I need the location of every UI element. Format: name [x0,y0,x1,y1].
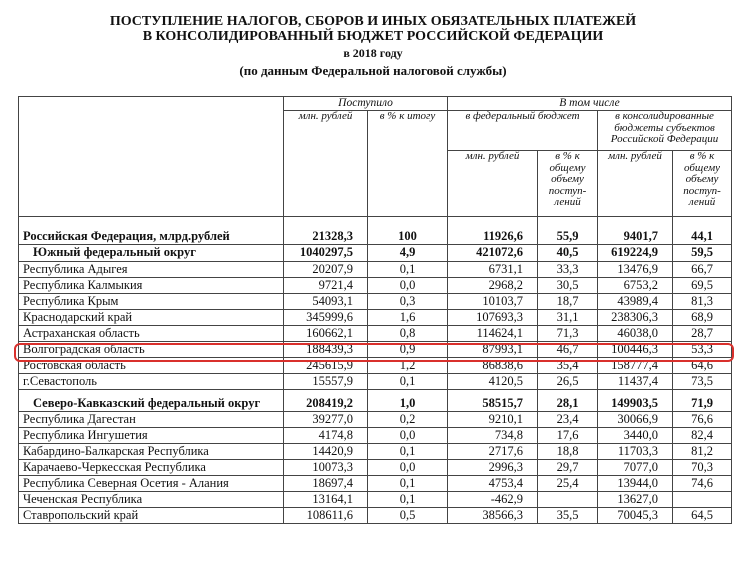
cell-reg-pct: 81,3 [673,294,732,310]
cell-fed: 2968,2 [448,278,538,294]
cell-reg-pct [673,492,732,508]
cell-pct: 100 [368,217,448,245]
cell-pct: 1,6 [368,310,448,326]
header-fed-pct: в % к общему объему поступ-лений [538,151,598,217]
cell-pct: 0,1 [368,262,448,278]
cell-reg-pct: 74,6 [673,476,732,492]
cell-reg-pct: 71,9 [673,390,732,412]
cell-reg: 9401,7 [598,217,673,245]
row-name: Ростовская область [19,358,284,374]
cell-received: 208419,2 [284,390,368,412]
doc-title-line1: ПОСТУПЛЕНИЕ НАЛОГОВ, СБОРОВ И ИНЫХ ОБЯЗАТЕЛЬНЫХ ПЛАТЕЖЕЙ [109,14,637,29]
cell-fed: 421072,6 [448,245,538,262]
cell-reg-pct: 73,5 [673,374,732,390]
cell-pct: 0,0 [368,428,448,444]
table-row [19,342,732,358]
cell-fed: 4120,5 [448,374,538,390]
header-pct-total: в % к итогу [368,111,448,217]
cell-received: 20207,9 [284,262,368,278]
cell-received: 108611,6 [284,508,368,524]
cell-reg: 13944,0 [598,476,673,492]
doc-title-year: в 2018 году [343,46,403,60]
table-row [19,310,732,326]
cell-fed-pct: 55,9 [538,217,598,245]
cell-fed-pct: 35,5 [538,508,598,524]
row-name: Чеченская Республика [19,492,284,508]
tax-table [18,96,732,524]
cell-reg: 11437,4 [598,374,673,390]
cell-pct: 0,1 [368,476,448,492]
header-mln-rub: млн. рублей [284,111,368,217]
cell-reg-pct: 44,1 [673,217,732,245]
cell-reg-pct: 82,4 [673,428,732,444]
row-name: Ставропольский край [19,508,284,524]
cell-received: 21328,3 [284,217,368,245]
cell-fed-pct: 25,4 [538,476,598,492]
cell-pct: 0,0 [368,278,448,294]
cell-received: 1040297,5 [284,245,368,262]
cell-fed-pct: 18,8 [538,444,598,460]
cell-fed: -462,9 [448,492,538,508]
header-including: В том числе [448,97,732,111]
row-name: Южный федеральный округ [19,245,284,262]
cell-fed-pct: 30,5 [538,278,598,294]
cell-pct: 0,3 [368,294,448,310]
cell-fed: 9210,1 [448,412,538,428]
cell-reg: 619224,9 [598,245,673,262]
cell-reg-pct: 69,5 [673,278,732,294]
row-name: Республика Адыгея [19,262,284,278]
cell-reg-pct: 59,5 [673,245,732,262]
cell-pct: 0,9 [368,342,448,358]
row-name: Республика Северная Осетия - Алания [19,476,284,492]
cell-reg: 13627,0 [598,492,673,508]
cell-fed: 4753,4 [448,476,538,492]
cell-fed-pct: 28,1 [538,390,598,412]
cell-received: 15557,9 [284,374,368,390]
cell-received: 345999,6 [284,310,368,326]
cell-reg: 7077,0 [598,460,673,476]
table-row [19,294,732,310]
row-name: Краснодарский край [19,310,284,326]
row-name: Республика Крым [19,294,284,310]
cell-pct: 0,1 [368,374,448,390]
cell-reg: 46038,0 [598,326,673,342]
table-row [19,412,732,428]
cell-pct: 0,2 [368,412,448,428]
table-row [19,428,732,444]
row-name: Российская Федерация, млрд.рублей [19,217,284,245]
row-name: Карачаево-Черкесская Республика [19,460,284,476]
doc-title-source: (по данным Федеральной налоговой службы) [239,63,507,78]
cell-received: 39277,0 [284,412,368,428]
cell-fed-pct: 26,5 [538,374,598,390]
header-federal-budget: в федеральный бюджет [448,111,598,151]
cell-fed-pct: 18,7 [538,294,598,310]
table-row [19,508,732,524]
header-empty [19,97,284,217]
cell-reg: 149903,5 [598,390,673,412]
row-name: Астраханская область [19,326,284,342]
row-name: Республика Ингушетия [19,428,284,444]
cell-reg-pct: 70,3 [673,460,732,476]
cell-pct: 0,5 [368,508,448,524]
cell-reg: 70045,3 [598,508,673,524]
table-row [19,278,732,294]
cell-reg: 3440,0 [598,428,673,444]
header-reg-pct: в % к общему объему поступ-лений [673,151,732,217]
table-row [19,262,732,278]
cell-reg-pct: 76,6 [673,412,732,428]
cell-fed-pct: 46,7 [538,342,598,358]
cell-reg-pct: 28,7 [673,326,732,342]
doc-title-line2: В КОНСОЛИДИРОВАННЫЙ БЮДЖЕТ РОССИЙСКОЙ ФЕДЕРАЦИИ [142,29,604,44]
cell-received: 245615,9 [284,358,368,374]
cell-fed-pct [538,492,598,508]
cell-fed: 11926,6 [448,217,538,245]
cell-received: 188439,3 [284,342,368,358]
cell-reg: 30066,9 [598,412,673,428]
cell-pct: 0,0 [368,460,448,476]
table-row [19,245,732,262]
cell-pct: 1,2 [368,358,448,374]
cell-fed: 2996,3 [448,460,538,476]
cell-pct: 0,1 [368,444,448,460]
table-row [19,217,732,245]
row-name: Кабардино-Балкарская Республика [19,444,284,460]
cell-reg-pct: 81,2 [673,444,732,460]
cell-fed: 6731,1 [448,262,538,278]
cell-received: 160662,1 [284,326,368,342]
row-name: г.Севастополь [19,374,284,390]
cell-reg-pct: 64,5 [673,508,732,524]
table-row [19,492,732,508]
row-name: Северо-Кавказский федеральный округ [19,390,284,412]
table-row [19,460,732,476]
cell-received: 9721,4 [284,278,368,294]
cell-reg: 100446,3 [598,342,673,358]
cell-fed-pct: 31,1 [538,310,598,326]
table-row [19,444,732,460]
cell-reg: 13476,9 [598,262,673,278]
cell-pct: 1,0 [368,390,448,412]
cell-pct: 0,1 [368,492,448,508]
cell-received: 18697,4 [284,476,368,492]
cell-received: 13164,1 [284,492,368,508]
cell-fed: 114624,1 [448,326,538,342]
row-name: Республика Калмыкия [19,278,284,294]
header-consolidated: в консолидированные бюджеты субъектов Российской Федерации [598,111,732,151]
cell-reg: 11703,3 [598,444,673,460]
table-row-highlighted [19,326,732,342]
cell-received: 14420,9 [284,444,368,460]
cell-fed: 10103,7 [448,294,538,310]
table-row [19,374,732,390]
header-received: Поступило [284,97,448,111]
cell-fed: 58515,7 [448,390,538,412]
table-row [19,358,732,374]
cell-reg-pct: 53,3 [673,342,732,358]
header-reg-mln: млн. рублей [598,151,673,217]
cell-fed-pct: 17,6 [538,428,598,444]
row-name: Волгоградская область [19,342,284,358]
cell-fed-pct: 40,5 [538,245,598,262]
cell-fed-pct: 71,3 [538,326,598,342]
cell-pct: 4,9 [368,245,448,262]
row-name: Республика Дагестан [19,412,284,428]
cell-fed-pct: 35,4 [538,358,598,374]
cell-reg-pct: 68,9 [673,310,732,326]
table-row [19,390,732,412]
cell-received: 10073,3 [284,460,368,476]
header-fed-mln: млн. рублей [448,151,538,217]
table-row [19,476,732,492]
cell-fed: 2717,6 [448,444,538,460]
cell-reg: 158777,4 [598,358,673,374]
cell-fed: 87993,1 [448,342,538,358]
cell-fed: 107693,3 [448,310,538,326]
cell-fed: 38566,3 [448,508,538,524]
cell-received: 4174,8 [284,428,368,444]
cell-pct: 0,8 [368,326,448,342]
cell-fed-pct: 23,4 [538,412,598,428]
cell-received: 54093,1 [284,294,368,310]
cell-reg-pct: 64,6 [673,358,732,374]
cell-fed-pct: 33,3 [538,262,598,278]
cell-reg: 6753,2 [598,278,673,294]
cell-reg: 43989,4 [598,294,673,310]
cell-fed: 734,8 [448,428,538,444]
cell-reg-pct: 66,7 [673,262,732,278]
cell-fed-pct: 29,7 [538,460,598,476]
cell-fed: 86838,6 [448,358,538,374]
cell-reg: 238306,3 [598,310,673,326]
